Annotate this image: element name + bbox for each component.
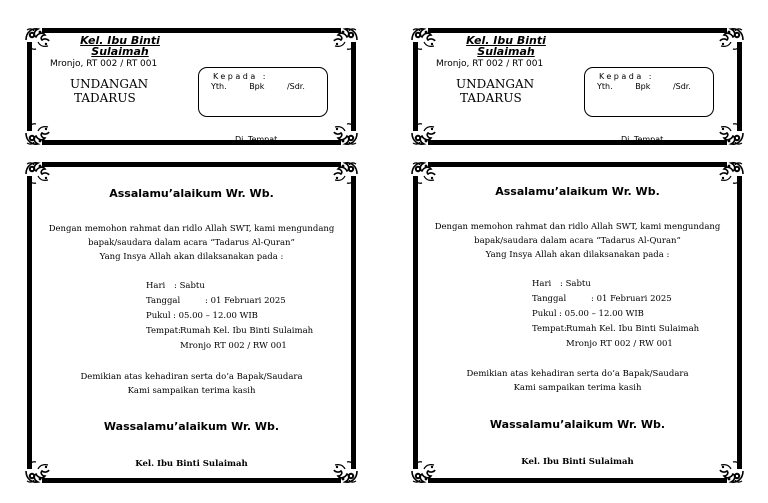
event-details <box>532 277 699 352</box>
closing-line: Demikian atas kehadiran serta do’a Bapak/Saudara <box>466 369 689 379</box>
floral-corner-ornament-icon <box>410 26 440 52</box>
recipient-line <box>597 82 691 91</box>
tempat-value-line2: Mronjo RT 002 / RW 001 <box>566 339 673 349</box>
closing-text <box>24 370 359 398</box>
envelope-card-right <box>410 26 745 147</box>
envelope-title <box>456 77 534 105</box>
tempat-label: Tempat: <box>146 326 181 336</box>
floral-corner-ornament-icon <box>715 121 745 147</box>
sdr-label: /Sdr. <box>286 82 305 91</box>
envelope-card-left <box>24 26 359 147</box>
invitation-body <box>410 220 745 262</box>
closing-line: Kami sampaikan terima kasih <box>127 386 256 396</box>
pukul-label: Pukul <box>532 309 557 319</box>
yth-label: Yth. <box>211 82 227 91</box>
envelope-family-name: Kel. Ibu Binti Sulaimah <box>80 34 160 58</box>
pukul-value: : 05.00 – 12.00 WIB <box>173 311 258 321</box>
kepada-label: Kepada : <box>599 72 654 81</box>
yth-label: Yth. <box>597 82 613 91</box>
bpk-label: Bpk <box>249 82 265 91</box>
tanggal-value: : 01 Februari 2025 <box>205 296 286 306</box>
greeting-close: Wassalamu’alaikum Wr. Wb. <box>489 418 666 431</box>
event-details <box>146 279 313 354</box>
body-line: bapak/saudara dalam acara “Tadarus Al-Quran” <box>474 236 681 246</box>
hari-value: : Sabtu <box>174 281 205 291</box>
signature: Kel. Ibu Binti Sulaimah <box>521 457 634 467</box>
floral-corner-ornament-icon <box>24 121 54 147</box>
body-line: bapak/saudara dalam acara “Tadarus Al-Quran” <box>88 238 295 248</box>
pukul-label: Pukul <box>146 311 171 321</box>
floral-corner-ornament-icon <box>329 121 359 147</box>
closing-text <box>410 367 745 395</box>
hari-label: Hari <box>146 281 166 291</box>
floral-corner-ornament-icon <box>410 121 440 147</box>
greeting-open: Assalamu’alaikum Wr. Wb. <box>109 187 274 200</box>
tempat-value-line2: Mronjo RT 002 / RW 001 <box>180 341 287 351</box>
tanggal-label: Tanggal <box>532 294 567 304</box>
invitation-body <box>24 222 359 264</box>
hari-label: Hari <box>532 279 552 289</box>
floral-corner-ornament-icon <box>329 160 359 186</box>
envelope-address: Mronjo, RT 002 / RT 001 <box>436 59 544 69</box>
pukul-value: : 05.00 – 12.00 WIB <box>559 309 644 319</box>
recipient-box <box>584 67 714 117</box>
bpk-label: Bpk <box>635 82 651 91</box>
envelope-title-line1: UNDANGAN <box>456 77 535 91</box>
floral-corner-ornament-icon <box>24 160 54 186</box>
signature: Kel. Ibu Binti Sulaimah <box>135 459 248 469</box>
tempat-value: Rumah Kel. Ibu Binti Sulaimah <box>566 324 700 334</box>
greeting-open: Assalamu’alaikum Wr. Wb. <box>495 185 660 198</box>
body-line: Yang Insya Allah akan dilaksanakan pada : <box>99 252 284 262</box>
recipient-box <box>198 67 328 117</box>
recipient-line <box>211 82 305 91</box>
tanggal-value: : 01 Februari 2025 <box>591 294 672 304</box>
kepada-label: Kepada : <box>213 72 268 81</box>
body-line: Yang Insya Allah akan dilaksanakan pada : <box>485 250 670 260</box>
floral-corner-ornament-icon <box>715 160 745 186</box>
closing-line: Demikian atas kehadiran serta do’a Bapak/Saudara <box>80 372 303 382</box>
floral-corner-ornament-icon <box>410 160 440 186</box>
invitation-card-right <box>410 160 745 485</box>
tanggal-label: Tanggal <box>146 296 181 306</box>
body-line: Dengan memohon rahmat dan ridlo Allah SWT, kami mengundang <box>434 222 721 232</box>
floral-corner-ornament-icon <box>24 26 54 52</box>
floral-corner-ornament-icon <box>329 26 359 52</box>
body-line: Dengan memohon rahmat dan ridlo Allah SWT, kami mengundang <box>48 224 335 234</box>
envelope-title-line2: TADARUS <box>460 91 522 105</box>
envelope-title-line1: UNDANGAN <box>70 77 149 91</box>
envelope-address: Mronjo, RT 002 / RT 001 <box>50 59 158 69</box>
floral-corner-ornament-icon <box>715 26 745 52</box>
greeting-close: Wassalamu’alaikum Wr. Wb. <box>103 420 280 433</box>
tempat-label: Tempat: <box>532 324 567 334</box>
hari-value: : Sabtu <box>560 279 591 289</box>
closing-line: Kami sampaikan terima kasih <box>513 383 642 393</box>
envelope-title <box>70 77 148 105</box>
place-label: Di Tempat <box>235 135 278 144</box>
sdr-label: /Sdr. <box>672 82 691 91</box>
place-label: Di Tempat <box>621 135 664 144</box>
invitation-card-left <box>24 160 359 485</box>
envelope-title-line2: TADARUS <box>74 91 136 105</box>
envelope-family-name: Kel. Ibu Binti Sulaimah <box>466 34 546 58</box>
tempat-value: Rumah Kel. Ibu Binti Sulaimah <box>180 326 314 336</box>
